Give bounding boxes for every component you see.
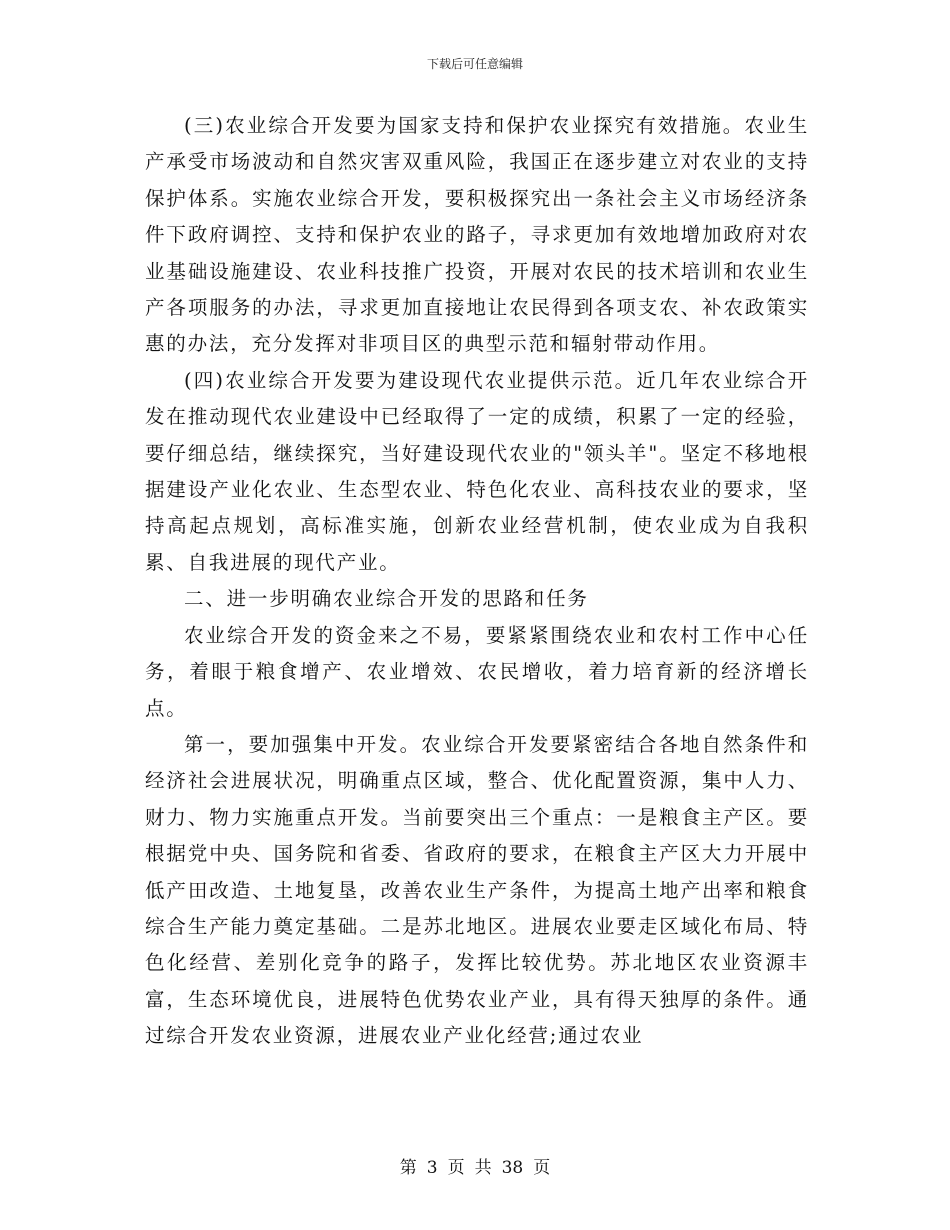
page-footer bbox=[0, 1153, 950, 1178]
footer-total-word: 共 bbox=[474, 1158, 492, 1178]
footer-suffix: 页 bbox=[533, 1158, 551, 1178]
footer-prefix: 第 bbox=[399, 1158, 417, 1178]
page-header: 下载后可任意编辑 bbox=[426, 57, 523, 71]
document-body bbox=[145, 108, 809, 1055]
paragraph-funding: 农业综合开发的资金来之不易，要紧紧围绕农业和农村工作中心任务，着眼于粮食增产、农业增效、农民增收，着力培育新的经济增长点。 bbox=[145, 623, 809, 720]
footer-page-word: 页 bbox=[447, 1158, 465, 1178]
paragraph-first-point: 第一，要加强集中开发。农业综合开发要紧密结合各地自然条件和经济社会进展状况，明确重点区域，整合、优化配置资源，集中人力、财力、物力实施重点开发。当前要突出三个重点：一是粮食主产区。要根据党中央、国务院和省委、省政府的要求，在粮食主产区大力开展中低产田改造、土地复垦，改善农业生产条件，为提高土地产出率和粮食综合生产能力奠定基础。二是苏北地区。进展农业要走区域化布局、特色化经营、差别化竞争的路子，发挥比较优势。苏北地区农业资源丰富，生态环境优良，进展特色优势农业产业，具有得天独厚的条件。通过综合开发农业资源，进展农业产业化经营;通过农业 bbox=[145, 732, 809, 1048]
footer-page-number: 3 bbox=[426, 1158, 438, 1178]
section-heading-two: 二、进一步明确农业综合开发的思路和任务 bbox=[184, 587, 589, 611]
footer-total-pages: 38 bbox=[501, 1158, 524, 1178]
paragraph-section-four: (四)农业综合开发要为建设现代农业提供示范。近几年农业综合开发在推动现代农业建设中已经取得了一定的成绩，积累了一定的经验，要仔细总结，继续探究，当好建设现代农业的"领头羊"。坚定不移地根据建设产业化农业、生态型农业、特色化农业、高科技农业的要求，坚持高起点规划，高标准实施，创新农业经营机制，使农业成为自我积累、自我进展的现代产业。 bbox=[145, 368, 809, 574]
paragraph-section-three: (三)农业综合开发要为国家支持和保护农业探究有效措施。农业生产承受市场波动和自然灾害双重风险，我国正在逐步建立对农业的支持保护体系。实施农业综合开发，要积极探究出一条社会主义市场经济条件下政府调控、支持和保护农业的路子，寻求更加有效地增加政府对农业基础设施建设、农业科技推广投资，开展对农民的技术培训和农业生产各项服务的办法，寻求更加直接地让农民得到各项支农、补农政策实惠的办法，充分发挥对非项目区的典型示范和辐射带动作用。 bbox=[145, 114, 809, 356]
